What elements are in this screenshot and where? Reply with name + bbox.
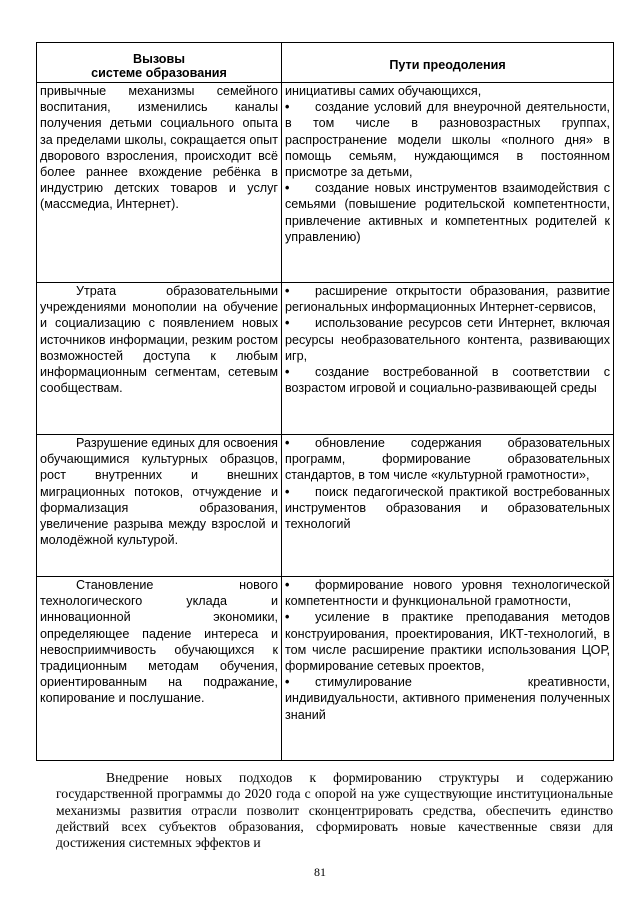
bullet-icon: •: [285, 675, 290, 690]
solution-cell: [282, 435, 614, 577]
bullet-icon: •: [285, 610, 290, 625]
table-row: [37, 577, 614, 761]
challenge-cell: привычные механизмы семейного воспитания, изменились каналы получения детьми социального опыта за пределами школы, сокращается опыт дворового взросления, происходит всё более раннее вхождение ребёнка в индустрию детских товаров и услуг (массмедиа, Интернет).: [37, 83, 282, 283]
header-challenges: Вызовы системе образования: [37, 43, 282, 83]
header-solutions: Пути преодоления: [282, 43, 614, 83]
challenge-cell: Утрата образовательными учреждениями монополии на обучение и социализацию с появлением новых источников информации, резким ростом возможностей доступа к любым информационным сегментам, сетевым сообществам.: [37, 283, 282, 435]
solution-cell: [282, 83, 614, 283]
list-item: • создание условий для внеурочной деятельности, в том числе в разновозрастных группах, распространение модели школы «полного дня» в помощь семьям, нуждающимся в постоянном присмотре за детьми,: [285, 100, 610, 180]
solution-list: [285, 283, 610, 396]
bullet-icon: •: [285, 365, 290, 380]
bullet-icon: •: [285, 484, 290, 499]
challenge-cell: Разрушение единых для освоения обучающимися культурных образцов, рост внутренних и внешних миграционных потоков, отчуждение и формализация образования, увеличение разрыва между взрослой и молодёжной культурой.: [37, 435, 282, 577]
list-item: • создание новых инструментов взаимодействия с семьями (повышение родительской компетентности, привлечение активных и компетентных родителей к управлению): [285, 181, 610, 244]
solution-list: [285, 435, 610, 532]
solution-lead: инициативы самих обучающихся,: [285, 84, 482, 98]
list-item: • поиск педагогической практикой востребованных инструментов образования и образовательных технологий: [285, 484, 610, 532]
solution-cell: [282, 577, 614, 761]
bullet-icon: •: [285, 316, 290, 331]
challenge-cell: Становление нового технологического уклада и инновационной экономики, определяющее падение интереса и невосприимчивость обучающихся к традиционным методам обучения, ориентированным на подражание, копирование и послушание.: [37, 577, 282, 761]
table-row: [37, 83, 614, 283]
list-item: • стимулирование креативности, индивидуальности, активного применения полученных знаний: [285, 675, 610, 722]
solution-list: [285, 99, 610, 245]
list-item: • обновление содержания образовательных программ, формирование образовательных стандартов, в том числе «культурной грамотности»,: [285, 436, 610, 483]
list-item: • создание востребованной в соответствии с возрастом игровой и социально-развивающей среды: [285, 365, 610, 396]
bullet-icon: •: [285, 181, 290, 196]
list-item: • расширение открытости образования, развитие региональных информационных Интернет-сервисов,: [285, 284, 610, 315]
challenges-table: [36, 42, 614, 761]
solution-list: [285, 577, 610, 723]
table-row: [37, 283, 614, 435]
list-item: • формирование нового уровня технологической компетентности и функциональной грамотности,: [285, 578, 610, 609]
bullet-icon: •: [285, 578, 290, 592]
bullet-icon: •: [285, 436, 290, 450]
page-number: 81: [314, 865, 326, 879]
list-item: • использование ресурсов сети Интернет, включая ресурсы необразовательного контента, развивающих игр,: [285, 316, 610, 363]
solution-cell: [282, 283, 614, 435]
bullet-icon: •: [285, 100, 290, 115]
body-paragraph: Внедрение новых подходов к формированию структуры и содержанию государственной программы до 2020 года с опорой на уже существующие институциональные механизмы развития отрасли позволит сконцентрировать средства, обеспечить единство действий всех субъектов образования, сформировать новые качественные связи для достижения системных эффектов и: [56, 770, 613, 851]
table-row: [37, 435, 614, 577]
table-header-row: [37, 43, 614, 83]
bullet-icon: •: [285, 284, 290, 298]
list-item: • усиление в практике преподавания методов конструирования, проектирования, ИКТ-технологий, в том числе расширение практики использования ЦОР, формирование сетевых проектов,: [285, 610, 610, 674]
